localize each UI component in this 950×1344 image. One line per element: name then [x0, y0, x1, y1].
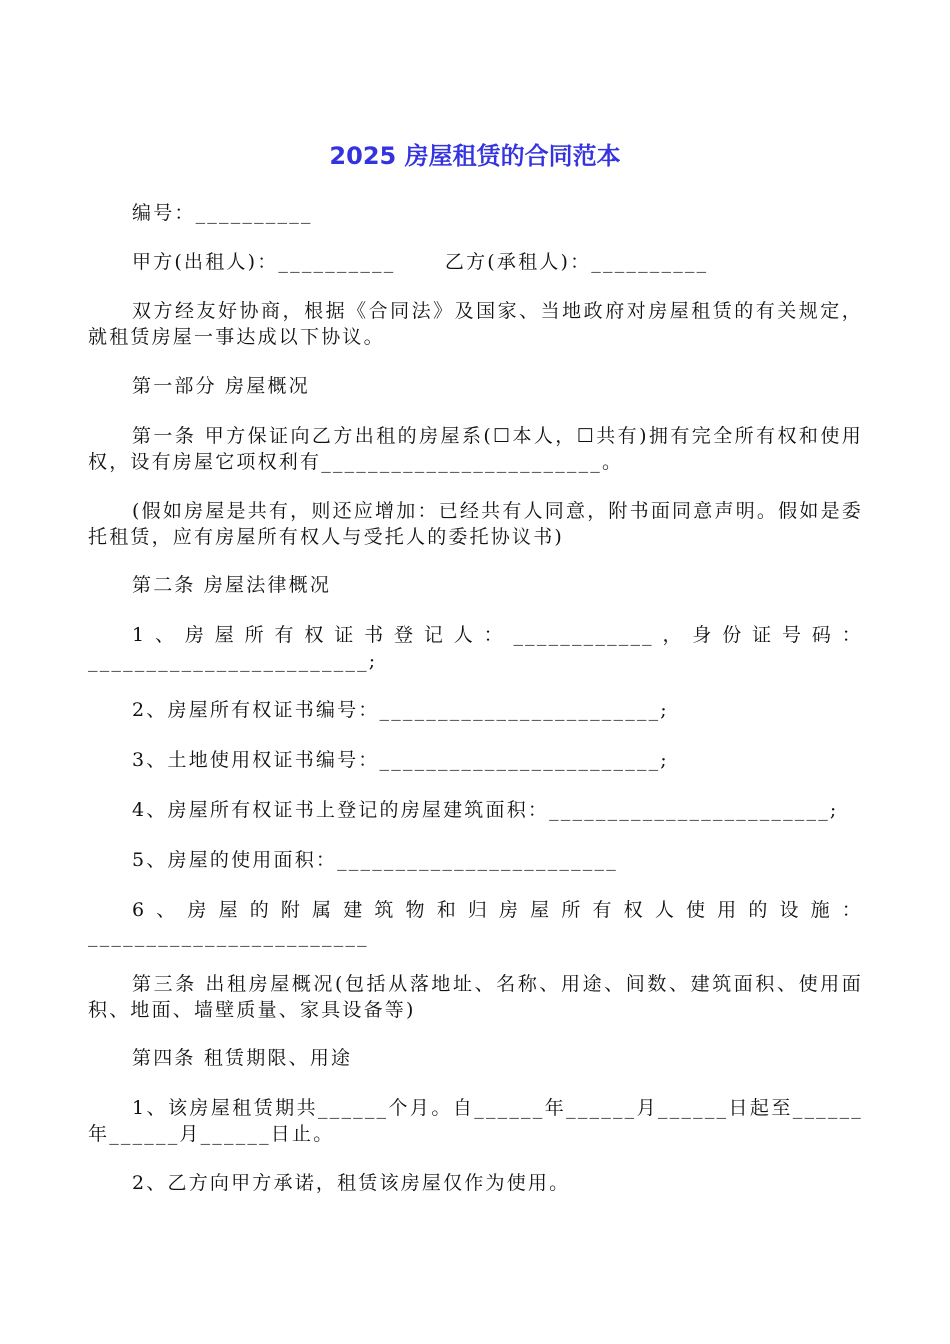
preamble-paragraph: 双方经友好协商，根据《合同法》及国家、当地政府对房屋租赁的有关规定，就租赁房屋一事达成以下协议。 [88, 300, 863, 348]
clause-2-3: 3、土地使用权证书编号：________________________; [132, 749, 669, 771]
clause-4-2: 2、乙方向甲方承诺，租赁该房屋仅作为使用。 [132, 1172, 571, 1194]
document-title: 2025 房屋租赁的合同范本 [329, 142, 621, 170]
clause-2-6: 6、房屋的附属建筑物和归房屋所有权人使用的设施：________________________ [88, 899, 863, 947]
clause-2-5: 5、房屋的使用面积：________________________ [132, 849, 618, 871]
parties-line: 甲方(出租人)：__________ 乙方(承租人)：__________ [132, 251, 709, 273]
contract-number-line: 编号：__________ [132, 202, 313, 224]
article-two-heading: 第二条 房屋法律概况 [132, 574, 332, 596]
article-one: 第一条 甲方保证向乙方出租的房屋系(☐本人，☐共有)拥有完全所有权和使用权，设有房屋它项权利有________________________。 [88, 425, 863, 473]
clause-2-2: 2、房屋所有权证书编号：________________________; [132, 699, 669, 721]
clause-4-1: 1、该房屋租赁期共______个月。自______年______月______日起至______年______月______日止。 [88, 1097, 863, 1145]
article-four-heading: 第四条 租赁期限、用途 [132, 1047, 353, 1069]
article-three: 第三条 出租房屋概况(包括从落地址、名称、用途、间数、建筑面积、使用面积、地面、墙壁质量、家具设备等) [88, 973, 863, 1021]
clause-2-4: 4、房屋所有权证书上登记的房屋建筑面积：________________________; [132, 799, 839, 821]
part-one-heading: 第一部分 房屋概况 [132, 375, 310, 397]
article-one-note: (假如房屋是共有，则还应增加：已经共有人同意，附书面同意声明。假如是委托租赁，应有房屋所有权人与受托人的委托协议书) [88, 500, 863, 548]
clause-2-1: 1、房屋所有权证书登记人：____________，身份证号码：________________________; [88, 624, 863, 672]
